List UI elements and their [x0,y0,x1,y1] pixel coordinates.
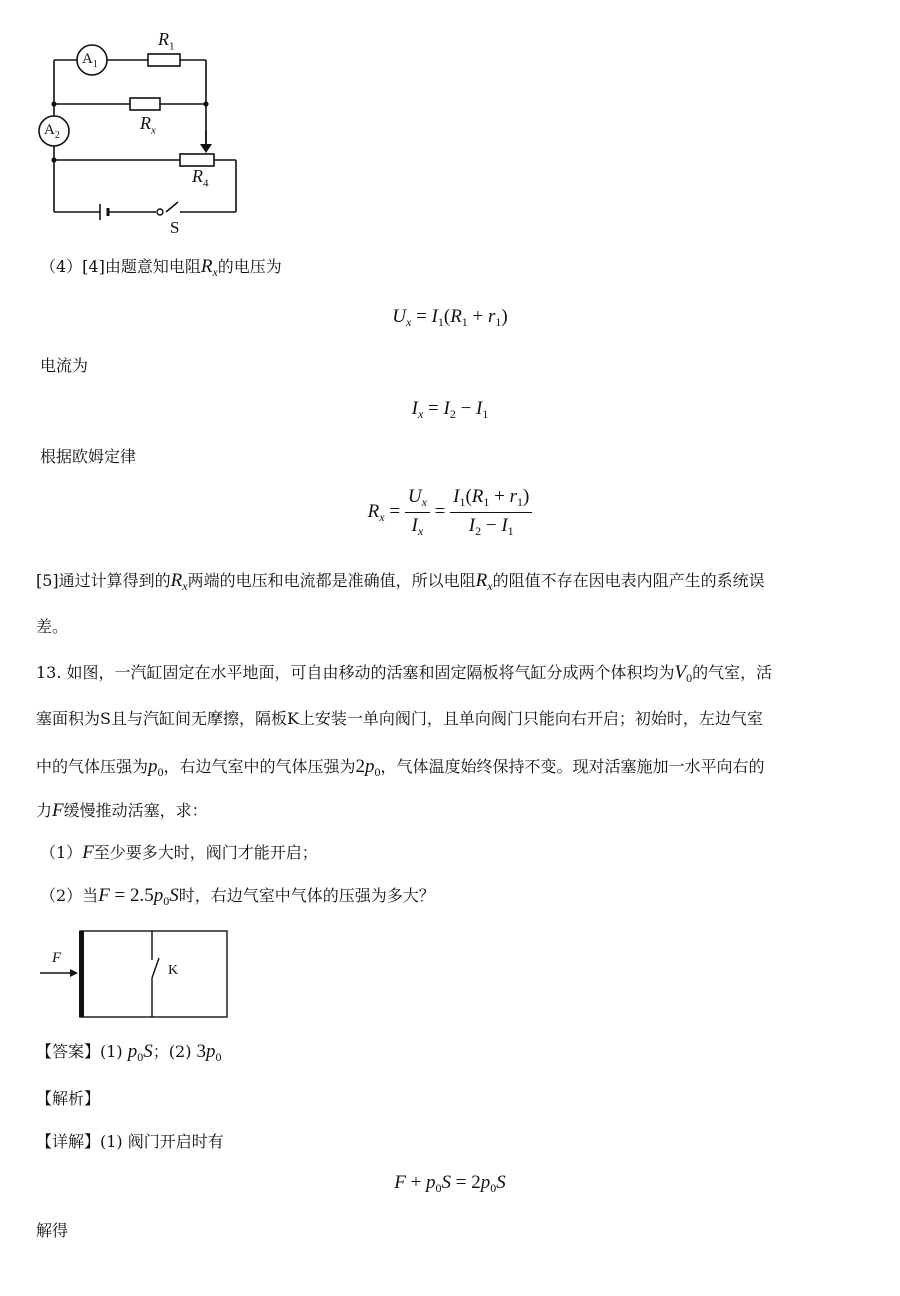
resistor-r1 [148,54,180,66]
note5-line1: [5]通过计算得到的$R_x$两端的电压和电流都是准确值，所以电阻$R_x$的阻值不存在因电表内阻产生的系统误 [36,570,765,593]
valve-flap [152,958,159,978]
ammeter-a2-label: $A_2$ [44,122,60,141]
slider-arrow [200,144,212,153]
part4-intro: （4）[4]由题意知电阻$R_x$的电压为 [40,256,282,279]
cylinder-diagram [36,926,236,1026]
force-label: F [52,950,62,966]
switch-contact [157,209,163,215]
q13-sub1: （1）F至少要多大时，阀门才能开启； [40,842,318,863]
q13-line3: 中的气体压强为$p_0$，右边气室中的气体压强为$2p_0$，气体温度始终保持不变。现对活塞施加一水平向右的 [36,756,765,779]
answer-line: 【答案】(1) $p_0S$；(2) $3p_0$ [36,1041,222,1064]
solve-label: 解得 [36,1221,69,1240]
ammeter-a1-label: $A_1$ [82,51,98,70]
note5-line2: 差。 [36,617,69,636]
equation-rx: $R_x$ = $\frac{U_x}{I_x}$ = $\frac{I_1(R_1 + r_1)}{I_2 - I_1}$ [0,486,900,539]
piston [79,931,84,1017]
ohm-law-label: 根据欧姆定律 [40,447,137,466]
analysis-label: 【解析】 [36,1089,101,1108]
force-arrowhead [70,969,78,977]
q13-line2: 塞面积为S且与汽缸间无摩擦，隔板K上安装一单向阀门，且单向阀门只能向右开启；初始时，左边气室 [36,709,763,728]
detail-line: 【详解】(1) 阀门开启时有 [36,1132,224,1151]
resistor-rx [130,98,160,110]
rheostat-r4 [180,154,214,166]
q13-sub2: （2）当$F = 2.5p_0S$时，右边气室中气体的压强为多大？ [40,885,435,908]
current-label: 电流为 [40,356,89,375]
valve-label: K [168,963,179,978]
switch-label: S [170,218,180,237]
q13-line4: 力F缓慢推动活塞，求： [36,800,208,821]
r4-label: $R_4$ [192,166,209,190]
equation-ix: $I_x = I_2 - I_1$ [411,398,489,421]
r1-label: $R_1$ [158,29,175,53]
equation-valve: $F + p_0S = 2p_0S$ [394,1172,506,1195]
rx-label: $R_x$ [140,113,156,137]
q13-line1: 13. 如图，一汽缸固定在水平地面，可自由移动的活塞和固定隔板将气缸分成两个体积均为$V_0$的气室，活 [36,662,773,685]
equation-ux: $U_x = I_1(R_1 + r_1)$ [392,306,508,329]
